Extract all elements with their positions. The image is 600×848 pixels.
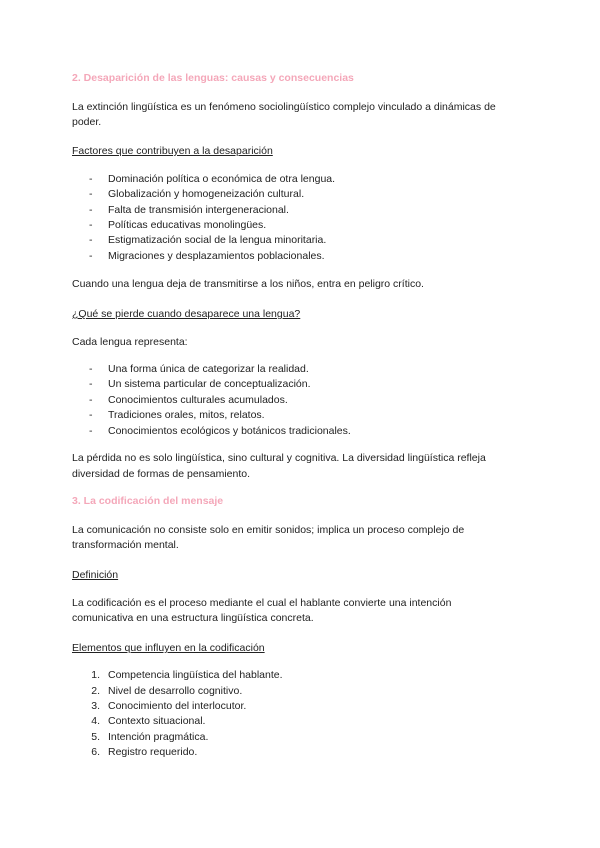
bullet-dash: - (89, 378, 93, 390)
list-number: 1. (91, 669, 100, 681)
definition-heading: Definición (72, 569, 119, 581)
list-item: Conocimiento del interlocutor. (108, 700, 247, 712)
list-number: 4. (91, 715, 100, 727)
list-item: Tradiciones orales, mitos, relatos. (108, 409, 265, 421)
section-2-heading: 2. Desaparición de las lenguas: causas y consecuencias (72, 72, 354, 84)
section-2-intro-line-2: poder. (72, 116, 102, 128)
list-item: Registro requerido. (108, 746, 198, 758)
conclusion-line-2: diversidad de formas de pensamiento. (72, 468, 251, 480)
definition-line-2: comunicativa en una estructura lingüística concreta. (72, 612, 314, 624)
factors-heading: Factores que contribuyen a la desaparición (72, 145, 273, 157)
definition-line-1: La codificación es el proceso mediante el cual el hablante convierte una intención (72, 597, 452, 609)
bullet-dash: - (89, 173, 93, 185)
bullet-dash: - (89, 219, 93, 231)
list-item: Dominación política o económica de otra lengua. (108, 173, 336, 185)
bullet-dash: - (89, 394, 93, 406)
list-number: 2. (91, 685, 100, 697)
list-item: Migraciones y desplazamientos poblacionales. (108, 250, 325, 262)
loss-intro: Cada lengua representa: (72, 336, 188, 348)
bullet-dash: - (89, 425, 93, 437)
bullet-dash: - (89, 250, 93, 262)
list-number: 3. (91, 700, 100, 712)
list-number: 6. (91, 746, 100, 758)
bullet-dash: - (89, 409, 93, 421)
section-3-heading: 3. La codificación del mensaje (72, 495, 224, 507)
loss-heading: ¿Qué se pierde cuando desaparece una lengua? (72, 308, 301, 320)
critical-note: Cuando una lengua deja de transmitirse a los niños, entra en peligro crítico. (72, 278, 424, 290)
section-3-intro-line-2: transformación mental. (72, 539, 179, 551)
section-2-intro-line-1: La extinción lingüística es un fenómeno sociolingüístico complejo vinculado a dinámicas de (72, 101, 496, 113)
list-item: Una forma única de categorizar la realidad. (108, 363, 309, 375)
list-item: Competencia lingüística del hablante. (108, 669, 283, 681)
list-item: Un sistema particular de conceptualización. (108, 378, 311, 390)
list-item: Políticas educativas monolingües. (108, 219, 267, 231)
bullet-dash: - (89, 188, 93, 200)
list-number: 5. (91, 731, 100, 743)
list-item: Estigmatización social de la lengua minoritaria. (108, 234, 327, 246)
elements-heading: Elementos que influyen en la codificación (72, 642, 265, 654)
list-item: Nivel de desarrollo cognitivo. (108, 685, 243, 697)
conclusion-line-1: La pérdida no es solo lingüística, sino cultural y cognitiva. La diversidad lingüística refleja (72, 452, 486, 464)
bullet-dash: - (89, 234, 93, 246)
bullet-dash: - (89, 363, 93, 375)
list-item: Conocimientos ecológicos y botánicos tradicionales. (108, 425, 351, 437)
bullet-dash: - (89, 204, 93, 216)
list-item: Conocimientos culturales acumulados. (108, 394, 288, 406)
list-item: Contexto situacional. (108, 715, 206, 727)
list-item: Globalización y homogeneización cultural. (108, 188, 305, 200)
list-item: Falta de transmisión intergeneracional. (108, 204, 289, 216)
list-item: Intención pragmática. (108, 731, 209, 743)
section-3-intro-line-1: La comunicación no consiste solo en emitir sonidos; implica un proceso complejo de (72, 524, 465, 536)
